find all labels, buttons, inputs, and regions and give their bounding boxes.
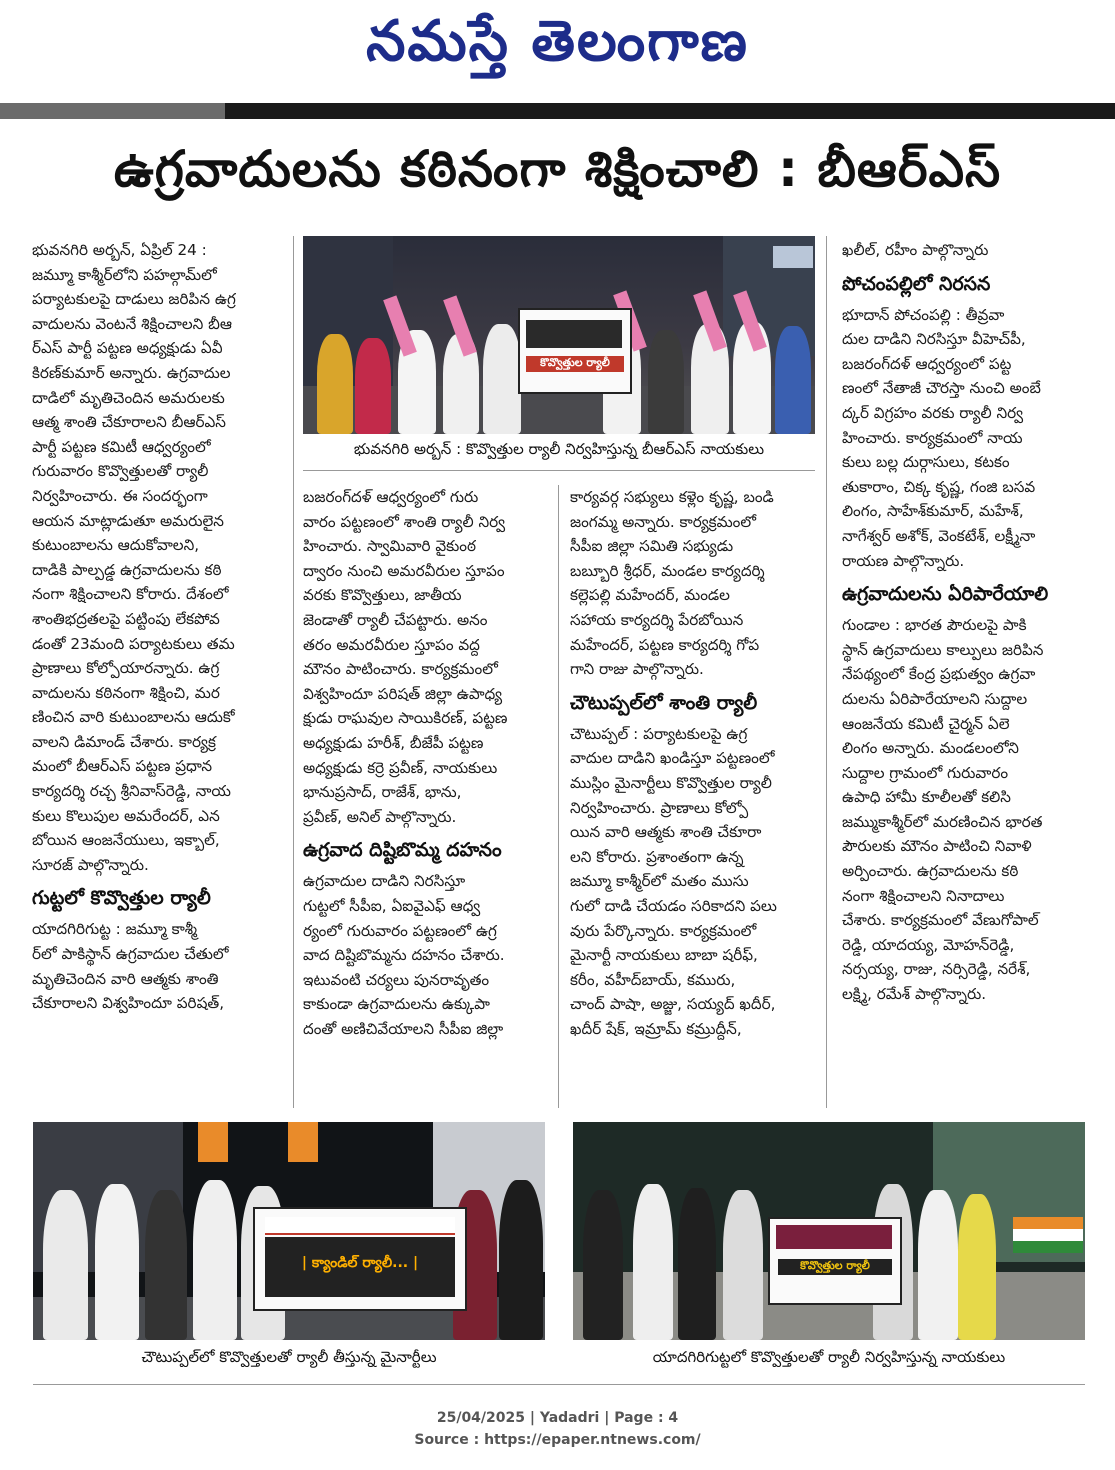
subheading: గుట్టలో కొవ్వొత్తుల ర్యాలీ bbox=[32, 887, 211, 910]
article-line: జెండాతో ర్యాలీ చేపట్టారు. అనం bbox=[303, 610, 488, 629]
article-line: ముస్లిం మైనార్టీలు కొవ్వొత్తుల ర్యాలీ bbox=[570, 773, 772, 792]
article-line: దులను ఏరిపారేయాలని సుద్దాల bbox=[842, 689, 1028, 708]
column-2 bbox=[303, 485, 548, 1041]
rally-banner: | క్యాండిల్ ర్యాలీ... | bbox=[253, 1207, 467, 1311]
article-line: ప్రాణాలు కోల్పోయారన్నారు. ఉగ్ర bbox=[32, 659, 220, 678]
page-bottom-rule bbox=[33, 1384, 1085, 1385]
article-line: దంతో అణిచివేయాలని సీపీఐ జిల్లా bbox=[303, 1019, 504, 1038]
photo-yadagirigutta-rally bbox=[573, 1122, 1085, 1340]
article-line: ణించిన వారి కుటుంబాలను ఆదుకో bbox=[32, 708, 235, 727]
article-line: ఖదీర్ షేక్, ఇమ్రామ్ కమ్రుద్దీన్, bbox=[570, 1019, 742, 1038]
article-line: జంగమ్మ అన్నారు. కార్యక్రమంలో bbox=[570, 512, 756, 531]
photo-choutuppal-rally bbox=[33, 1122, 545, 1340]
article-line: మంలో బీఆర్ఎస్ పట్టణ ప్రధాన bbox=[32, 757, 213, 776]
subheading: ఉగ్రవాద దిష్టిబొమ్మ దహనం bbox=[303, 839, 502, 862]
photo-caption: చౌటుప్పల్‌లో కొవ్వొత్తులతో ర్యాలీ తీస్తున్న మైనార్టీలు bbox=[141, 1348, 437, 1366]
article-line: ర్యంలో గురువారం పట్టణంలో ఉగ్ర bbox=[303, 921, 497, 940]
article-line: నిర్వహించారు. ప్రాణాలు కోల్పో bbox=[570, 798, 749, 817]
article-line: నేపథ్యంలో కేంద్ర ప్రభుత్వం ఉగ్రవా bbox=[842, 665, 1036, 684]
article-line: క్షుడు రాఘవుల సాయికిరణ్, పట్టణ bbox=[303, 709, 508, 728]
photo-rule bbox=[303, 470, 815, 471]
article-line: ణంలో నేతాజీ చౌరస్తా నుంచి అంబే bbox=[842, 379, 1041, 398]
article-line: లని కోరారు. ప్రశాంతంగా ఉన్న bbox=[570, 847, 744, 866]
article-line: ద్కర్ విగ్రహం వరకు ర్యాలీ నిర్వ bbox=[842, 403, 1024, 422]
article-line: ఆయన మాట్లాడుతూ అమరులైన bbox=[32, 511, 224, 530]
article-line: మహేందర్, పట్టణ కార్యదర్శి గోప bbox=[570, 635, 760, 654]
article-line: కిరణ్‌కుమార్ అన్నారు. ఉగ్రవాదుల bbox=[32, 363, 231, 382]
rally-banner: కొవ్వొత్తుల ర్యాలీ bbox=[768, 1217, 902, 1305]
article-line: దాడికి పాల్పడ్డ ఉగ్రవాదులను కఠి bbox=[32, 560, 222, 579]
article-line: ఖలీల్, రహీం పాల్గొన్నారు bbox=[842, 241, 989, 259]
article-line: ర్‌లో పాకిస్థాన్ ఉగ్రవాదుల చేతులో bbox=[32, 945, 229, 964]
article-line: సహాయ కార్యదర్శి పేరబోయిన bbox=[570, 610, 744, 629]
article-line: ఇటువంటి చర్యలు పునరావృతం bbox=[303, 970, 490, 989]
article-line: గులో దాడి చేయడం సరికాదని పలు bbox=[570, 896, 777, 915]
photo-bhuvanagiri-rally bbox=[303, 236, 815, 434]
article-line: కల్లెపల్లి మహేందర్, మండల bbox=[570, 586, 730, 605]
article-line: కార్యవర్గ సభ్యులు కళ్లెం కృష్ణ, బండి bbox=[570, 488, 774, 506]
masthead-rule-right bbox=[225, 103, 1115, 119]
article-line: బజరంగ్‌దళ్ ఆధ్వర్యంలో గురు bbox=[303, 488, 479, 506]
article-line: కార్యదర్శి రచ్చ శ్రీనివాస్‌రెడ్డి, నాయ bbox=[32, 782, 231, 801]
photo-caption: భువనగిరి అర్బన్ : కొవ్వొత్తుల ర్యాలీ నిర్వహిస్తున్న బీఆర్ఎస్ నాయకులు bbox=[353, 440, 765, 458]
photo-caption: యాదగిరిగుట్టలో కొవ్వొత్తులతో ర్యాలీ నిర్వహిస్తున్న నాయకులు bbox=[652, 1348, 1006, 1366]
article-line: తుకారాం, చిక్క కృష్ణ, గంజి బసవ bbox=[842, 477, 1036, 496]
article-line: నిర్వహించారు. ఈ సందర్భంగా bbox=[32, 486, 208, 505]
article-line: స్థాన్ ఉగ్రవాదులు కాల్పులు జరిపిన bbox=[842, 640, 1044, 659]
subheading: ఉగ్రవాదులను ఏరిపారేయాలి bbox=[842, 583, 1049, 606]
article-line: యాదగిరిగుట్ట : జమ్మూ కాశ్మీ bbox=[32, 920, 198, 939]
article-line: బజరంగ్‌దళ్ ఆధ్వర్యంలో పట్ట bbox=[842, 354, 1012, 373]
article-line: పర్యాటకులపై దాడులు జరిపిన ఉగ్ర bbox=[32, 290, 236, 309]
article-line: గాని రాజు పాల్గొన్నారు. bbox=[570, 660, 704, 679]
article-line: పౌరులకు మౌనం పాటించి నివాళి bbox=[842, 837, 1032, 856]
article-line: తరం అమరవీరుల స్తూపం వద్ద bbox=[303, 635, 480, 654]
article-line: బోయిన ఆంజనేయులు, ఇక్బాల్, bbox=[32, 831, 220, 850]
article-line: దుల దాడిని నిరసిస్తూ వీహెచ్‌పీ, bbox=[842, 330, 1026, 349]
article-line: కులు కొలుపుల అమరేందర్, ఎన bbox=[32, 806, 220, 825]
article-line: కుటుంబాలను ఆదుకోవాలని, bbox=[32, 536, 200, 555]
article-line: ఉపాధి హామీ కూలీలతో కలిసి bbox=[842, 788, 1011, 807]
footer-source: Source : https://epaper.ntnews.com/ bbox=[414, 1432, 701, 1448]
article-line: వాదులను కఠినంగా శిక్షించి, మర bbox=[32, 683, 220, 702]
column-1 bbox=[32, 238, 282, 1016]
article-line: జమ్ముకాశ్మీర్‌లో మరణించిన భారత bbox=[842, 812, 1043, 831]
article-line: చేకూరాలని విశ్వహిందూ పరిషత్, bbox=[32, 994, 225, 1013]
article-line: చాంద్ పాషా, అజ్జు, సయ్యద్ ఖదీర్, bbox=[570, 995, 776, 1014]
article-line: లింగం అన్నారు. మండలంలోని bbox=[842, 739, 1019, 758]
column-3 bbox=[570, 485, 816, 1041]
article-line: భూదాన్ పోచంపల్లి : తీవ్రవా bbox=[842, 305, 1005, 324]
rally-banner: కొవ్వొత్తుల ర్యాలీ bbox=[518, 308, 632, 394]
article-line: అధ్యక్షుడు హరీశ్, బీజేపీ పట్టణ bbox=[303, 733, 484, 752]
subheading: పోచంపల్లిలో నిరసన bbox=[842, 272, 991, 295]
article-line: సీపీఐ జిల్లా సమితి సభ్యుడు bbox=[570, 537, 734, 556]
article-line: ర్ఎస్ పార్టీ పట్టణ అధ్యక్షుడు ఏవీ bbox=[32, 339, 223, 358]
article-line: రాయణ పాల్గొన్నారు. bbox=[842, 551, 965, 570]
article-line: పార్టీ పట్టణ కమిటీ ఆధ్వర్యంలో bbox=[32, 437, 211, 456]
article-line: నర్సయ్య, రాజు, నర్సిరెడ్డి, నరేశ్, bbox=[842, 960, 1031, 979]
article-line: సుద్దాల గ్రామంలో గురువారం bbox=[842, 763, 1009, 782]
article-line: కాకుండా ఉగ్రవాదులను ఉక్కుపా bbox=[303, 995, 490, 1014]
masthead bbox=[0, 0, 1115, 100]
article-line: ప్రవీణ్, అనిల్ పాల్గొన్నారు. bbox=[303, 807, 457, 826]
article-line: లక్ష్మి, రమేశ్ పాల్గొన్నారు. bbox=[842, 985, 987, 1004]
article-line: భానుప్రసాద్, రాజేశ్, భాను, bbox=[303, 783, 462, 802]
article-line: అర్పించారు. ఉగ్రవాదులను కఠి bbox=[842, 862, 1019, 881]
article-line: నంగా శిక్షించాలని నినాదాలు bbox=[842, 886, 1005, 905]
article-line: మైనార్టీ నాయకులు బాబా షరీఫ్, bbox=[570, 946, 758, 965]
article-line: హించారు. కార్యక్రమంలో నాయ bbox=[842, 428, 1023, 447]
article-line: విశ్వహిందూ పరిషత్ జిల్లా ఉపాధ్య bbox=[303, 684, 503, 703]
article-line: వాలని డిమాండ్ చేశారు. కార్యక్ర bbox=[32, 732, 216, 751]
article-line: డంతో 23మంది పర్యాటకులు తమ bbox=[32, 634, 235, 653]
article-line: రెడ్డి, యాదయ్య, మోహన్‌రెడ్డి, bbox=[842, 935, 1015, 954]
article-line: నంగా శిక్షించాలని కోరారు. దేశంలో bbox=[32, 585, 229, 604]
article-line: యిన వారి ఆత్మకు శాంతి చేకూరా bbox=[570, 823, 762, 842]
article-line: కరీం, వహీద్‌బాయ్, కమురు, bbox=[570, 970, 736, 989]
article-line: శాంతిభద్రతలపై పట్టింపు లేకపోవ bbox=[32, 609, 220, 628]
article-line: వాదులను వెంటనే శిక్షించాలని బీఆ bbox=[32, 314, 232, 333]
article-line: వరకు కొవ్వొత్తులు, జాతీయ bbox=[303, 586, 462, 605]
column-4 bbox=[842, 238, 1087, 1007]
article-line: చౌటుప్పల్ : పర్యాటకులపై ఉగ్ర bbox=[570, 724, 748, 743]
article-line: ద్వారం నుంచి అమరవీరుల స్తూపం bbox=[303, 561, 505, 580]
article-line: వాద దిష్టిబొమ్మను దహనం చేశారు. bbox=[303, 946, 505, 965]
article-line: ఆంజనేయ కమిటీ చైర్మన్ ఏలె bbox=[842, 714, 1010, 733]
article-line: అధ్యక్షుడు కర్రె ప్రవీణ్, నాయకులు bbox=[303, 758, 498, 777]
article-line: మౌనం పాటించారు. కార్యక్రమంలో bbox=[303, 660, 498, 679]
article-line: జమ్మూ కాశ్మీర్‌లో మతం ముసు bbox=[570, 872, 749, 891]
article-line: వాదుల దాడిని ఖండిస్తూ పట్టణంలో bbox=[570, 749, 775, 768]
column-divider bbox=[558, 485, 559, 1108]
article-line: లింగం, సాహేశ్‌కుమార్, మహేశ్, bbox=[842, 502, 1024, 521]
article-line: కులు బల్ల దుర్గాసులు, కటకం bbox=[842, 453, 1010, 472]
article-line: బబ్బూరి శ్రీధర్, మండల కార్యదర్శి bbox=[570, 561, 765, 580]
article-line: గుట్టలో సీపీఐ, ఏఐవైఎఫ్ ఆధ్వ bbox=[303, 896, 481, 915]
footer-dateline: 25/04/2025 | Yadadri | Page : 4 bbox=[436, 1410, 679, 1426]
column-divider bbox=[826, 236, 827, 1108]
subheading: చౌటుప్పల్‌లో శాంతి ర్యాలీ bbox=[570, 691, 758, 714]
article-line: వురు పేర్కొన్నారు. కార్యక్రమంలో bbox=[570, 921, 757, 940]
article-line: చేశారు. కార్యక్రమంలో వేణుగోపాల్ bbox=[842, 911, 1039, 930]
article-line: వారం పట్టణంలో శాంతి ర్యాలీ నిర్వ bbox=[303, 512, 506, 531]
masthead-rule-left bbox=[0, 103, 225, 119]
article-line: భువనగిరి అర్బన్, ఏప్రిల్ 24 : bbox=[32, 241, 207, 259]
article-line: మృతిచెందిన వారి ఆత్మకు శాంతి bbox=[32, 969, 219, 988]
newspaper-logo: నమస్తే తెలంగాణ bbox=[366, 8, 749, 74]
article-line: గురువారం కొవ్వొత్తులతో ర్యాలీ bbox=[32, 462, 209, 481]
article-line: ఉగ్రవాదుల దాడిని నిరసిస్తూ bbox=[303, 872, 466, 891]
article-line: దాడిలో మృతిచెందిన అమరులకు bbox=[32, 388, 225, 407]
article-line: హించారు. స్వామివారి వైకుంఠ bbox=[303, 537, 477, 556]
article-line: నాగేశ్వర్ అశోక్, వెంకటేశ్, లక్ష్మీనా bbox=[842, 526, 1036, 545]
article-line: సూరజ్ పాల్గొన్నారు. bbox=[32, 855, 149, 874]
article-line: ఆత్మ శాంతి చేకూరాలని బీఆర్ఎస్ bbox=[32, 413, 226, 432]
article-line: గుండాల : భారత పౌరులపై పాకి bbox=[842, 616, 1027, 635]
article-line: జమ్మూ కాశ్మీర్‌లోని పహల్గామ్‌లో bbox=[32, 265, 217, 284]
column-divider bbox=[293, 236, 294, 1108]
page-headline: ఉగ్రవాదులను కఠినంగా శిక్షించాలి : బీఆర్ఎస్ bbox=[113, 140, 1002, 198]
